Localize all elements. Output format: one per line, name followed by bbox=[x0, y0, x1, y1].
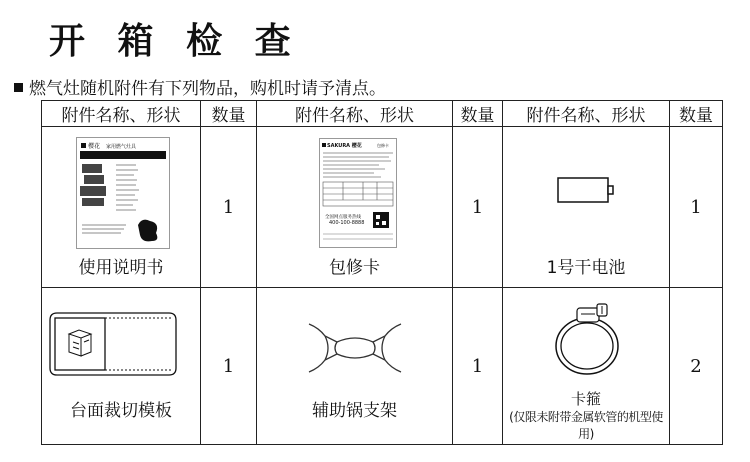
item-qty-template: 1 bbox=[201, 288, 257, 445]
accessory-table bbox=[41, 100, 723, 445]
battery-icon bbox=[557, 176, 617, 204]
item-cell-pot-support bbox=[257, 288, 453, 445]
warranty-card-icon bbox=[319, 138, 397, 248]
item-cell-warranty bbox=[257, 127, 453, 288]
header-qty-2: 数量 bbox=[453, 101, 503, 127]
template-icon bbox=[49, 312, 177, 376]
table-row bbox=[42, 288, 723, 445]
item-cell-battery bbox=[503, 127, 670, 288]
pot-support-icon bbox=[303, 320, 407, 376]
item-name-template: 台面裁切模板 bbox=[70, 401, 172, 421]
item-qty-pot-support: 1 bbox=[453, 288, 503, 445]
item-name-manual: 使用说明书 bbox=[78, 258, 164, 278]
header-name-1: 附件名称、形状 bbox=[42, 101, 201, 127]
manual-brand: 樱花 bbox=[88, 143, 101, 150]
item-name-warranty: 包修卡 bbox=[329, 258, 380, 278]
item-name-pot-support: 辅助锅支架 bbox=[312, 401, 397, 421]
item-qty-hose-clamp: 2 bbox=[670, 288, 723, 445]
warranty-hotline: 400-100-8888 bbox=[329, 220, 365, 226]
header-qty-3: 数量 bbox=[670, 101, 723, 127]
section-subtitle bbox=[14, 78, 386, 100]
hose-clamp-icon bbox=[549, 302, 627, 380]
page-title: 开 箱 检 查 bbox=[49, 21, 301, 62]
manual-heading: 家用燃气灶具 bbox=[106, 144, 137, 150]
header-qty-1: 数量 bbox=[201, 101, 257, 127]
item-qty-warranty: 1 bbox=[453, 127, 503, 288]
item-name-battery: 1号干电池 bbox=[546, 258, 626, 278]
table-header-row bbox=[42, 101, 723, 127]
header-name-3: 附件名称、形状 bbox=[503, 101, 670, 127]
item-cell-manual bbox=[42, 127, 201, 288]
item-qty-manual: 1 bbox=[201, 127, 257, 288]
subtitle-text: 燃气灶随机附件有下列物品，购机时请予清点。 bbox=[29, 79, 386, 99]
item-qty-battery: 1 bbox=[670, 127, 723, 288]
warranty-brand: SAKURA 樱花 bbox=[327, 143, 362, 149]
table-row bbox=[42, 127, 723, 288]
bullet-square-icon bbox=[14, 83, 23, 92]
header-name-2: 附件名称、形状 bbox=[257, 101, 453, 127]
item-cell-template bbox=[42, 288, 201, 445]
manual-icon bbox=[76, 137, 170, 249]
warranty-hotline-label: 全国网点服务热线 bbox=[325, 215, 361, 220]
item-name-hose-clamp: 卡箍 bbox=[570, 390, 601, 408]
item-note-hose-clamp: (仅限未附带金属软管的机型使用) bbox=[509, 410, 663, 441]
warranty-tag: 包修卡 bbox=[377, 143, 389, 148]
item-cell-hose-clamp bbox=[503, 288, 670, 445]
